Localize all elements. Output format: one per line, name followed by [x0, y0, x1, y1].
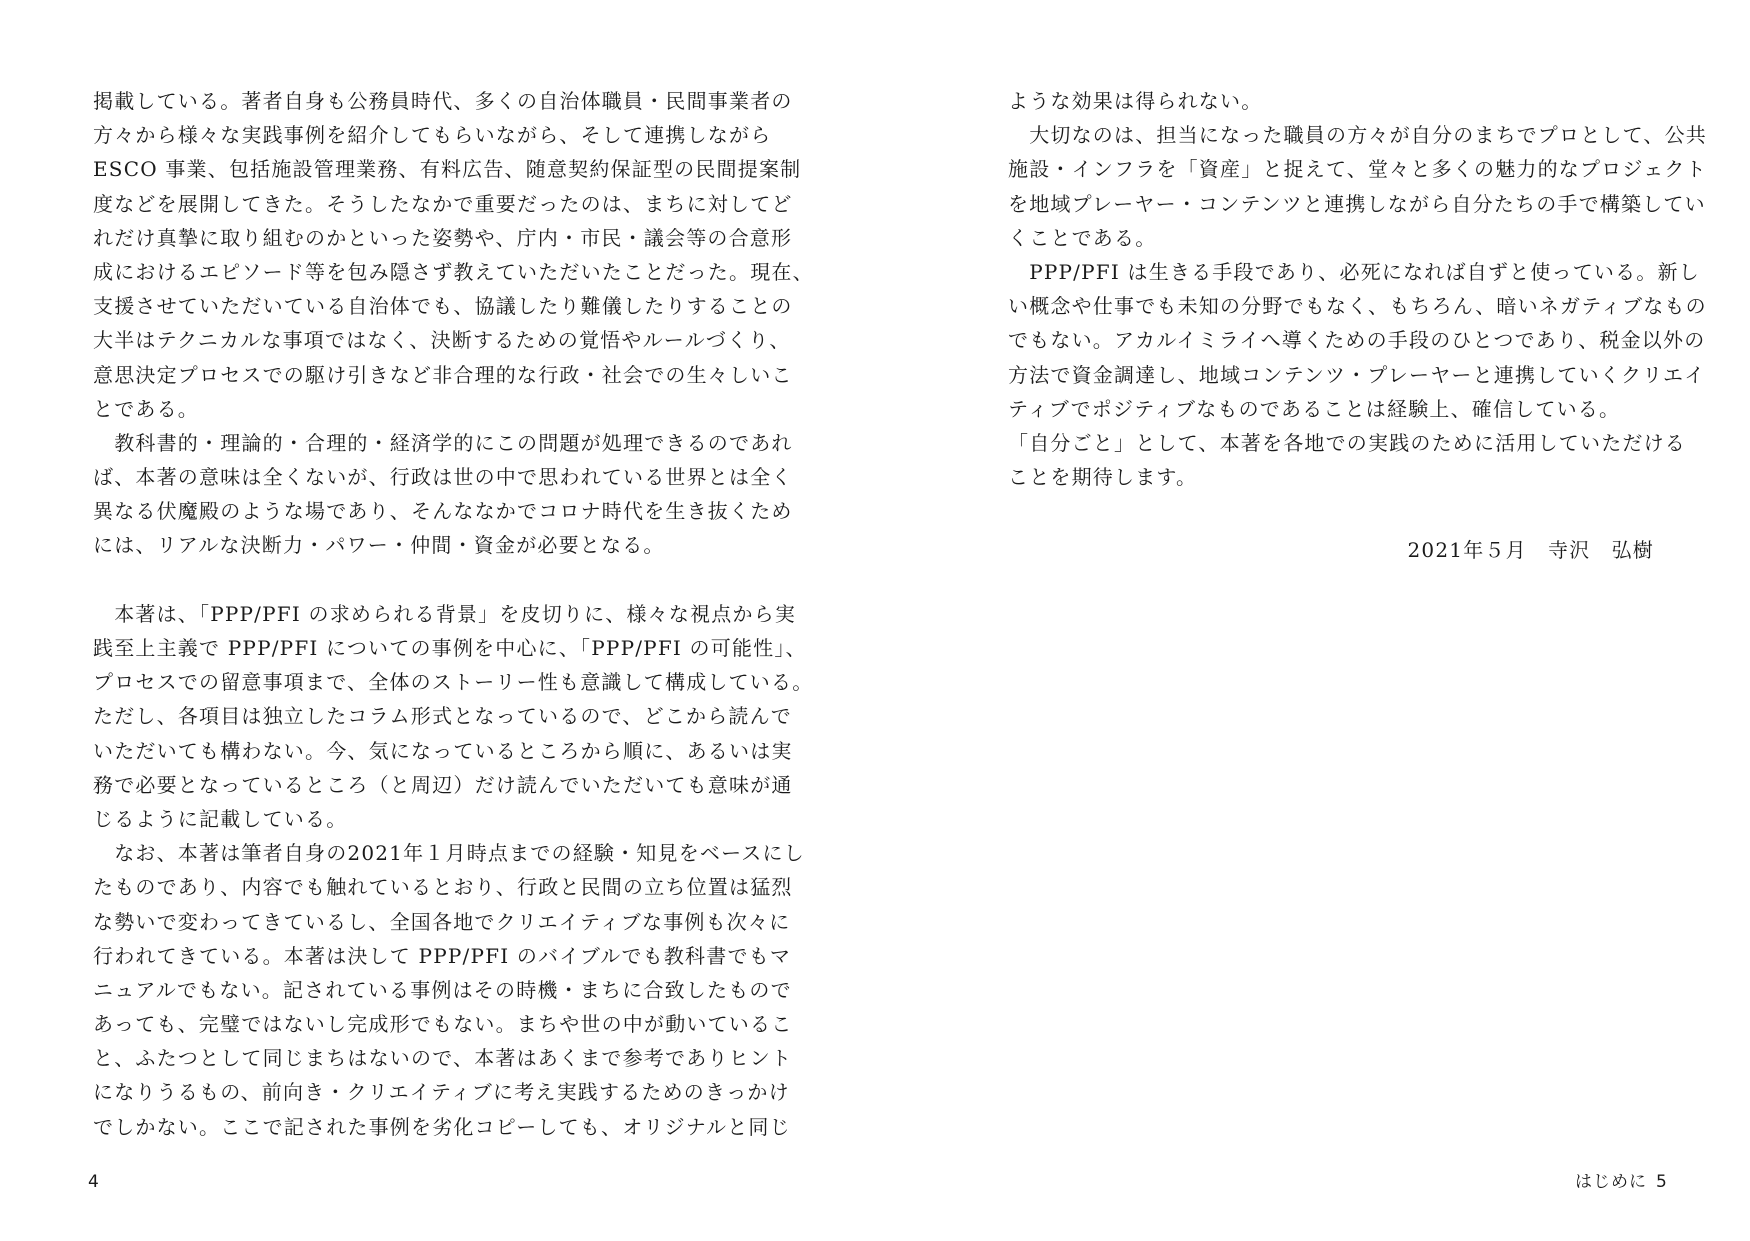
body-line: を地域プレーヤー・コンテンツと連携しながら自分たちの手で構築してい [1008, 191, 1706, 216]
body-line: 務で必要となっているところ（と周辺）だけ読んでいただいても意味が通 [93, 772, 793, 797]
body-line: じるように記載している。 [93, 806, 348, 831]
body-line: 行われてきている。本著は決して PPP/PFI のバイブルでも教科書でもマ [93, 943, 792, 968]
body-line: れだけ真摯に取り組むのかといった姿勢や、庁内・市民・議会等の合意形 [93, 225, 793, 250]
body-line: 本著は、「PPP/PFI の求められる背景」を皮切りに、様々な視点から実 [93, 601, 797, 626]
body-line: ニュアルでもない。記されている事例はその時機・まちに合致したもので [93, 977, 792, 1002]
body-line: あっても、完璧ではないし完成形でもない。まちや世の中が動いているこ [93, 1012, 793, 1037]
body-line: 施設・インフラを「資産」と捉えて、堂々と多くの魅力的なプロジェクト [1008, 157, 1707, 182]
body-line: でしかない。ここで記された事例を劣化コピーしても、オリジナルと同じ [93, 1114, 791, 1139]
author-signature: 2021年５月 寺沢 弘樹 [1407, 538, 1654, 562]
page-number-right: 5 [1656, 1172, 1667, 1192]
body-line: ただし、各項目は独立したコラム形式となっているので、どこから読んで [93, 704, 792, 729]
body-line: ような効果は得られない。 [1008, 89, 1263, 113]
body-line: 大半はテクニカルな事項ではなく、決断するための覚悟やルールづくり、 [93, 328, 791, 353]
body-line: とである。 [93, 396, 199, 421]
body-line: 方々から様々な実践事例を紹介してもらいながら、そして連携しながら [93, 123, 772, 148]
body-line: いただいても構わない。今、気になっているところから順に、あるいは実 [93, 738, 793, 763]
body-line: な勢いで変わってきているし、全国各地でクリエイティブな事例も次々に [93, 909, 791, 934]
paragraph-gap [93, 563, 763, 597]
body-line: 支援させていただいている自治体でも、協議したり難儀したりすることの [93, 294, 793, 319]
body-line: い概念や仕事でも未知の分野でもなく、もちろん、暗いネガティブなもの [1008, 294, 1707, 319]
body-line: 異なる伏魔殿のような場であり、そんななかでコロナ時代を生き抜くため [93, 499, 793, 524]
running-head: はじめに [1575, 1172, 1647, 1192]
body-line: 意思決定プロセスでの駆け引きなど非合理的な行政・社会での生々しいこ [93, 362, 793, 387]
body-line: になりうるもの、前向き・クリエイティブに考え実践するためのきっかけ [93, 1080, 790, 1105]
page-number-left: 4 [88, 1172, 99, 1192]
body-line: なお、本著は筆者自身の2021年１月時点までの経験・知見をベースにし [93, 841, 805, 866]
body-line: には、リアルな決断力・パワー・仲間・資金が必要となる。 [93, 533, 665, 558]
body-line: ば、本著の意味は全くないが、行政は世の中で思われている世界とは全く [93, 465, 793, 490]
body-line: 掲載している。著者自身も公務員時代、多くの自治体職員・民間事業者の [93, 89, 793, 113]
body-line: くことである。 [1008, 225, 1157, 250]
body-line: と、ふたつとして同じまちはないので、本著はあくまで参考でありヒント [93, 1046, 793, 1071]
body-line: ティブでポジティブなものであることは経験上、確信している。 [1008, 396, 1621, 421]
body-line: 教科書的・理論的・合理的・経済学的にこの問題が処理できるのであれ [93, 430, 793, 455]
body-line: ことを期待します。 [1008, 465, 1198, 490]
body-line: でもない。アカルイミライへ導くための手段のひとつであり、税金以外の [1008, 328, 1706, 353]
body-line: 践至上主義で PPP/PFI についての事例を中心に、「PPP/PFI の可能性」、 [93, 636, 807, 660]
left-page-body [93, 84, 814, 1144]
body-line: ESCO 事業、包括施設管理業務、有料広告、随意契約保証型の民間提案制 [93, 157, 802, 182]
body-line: 「自分ごと」として、本著を各地での実践のために活用していただける [1008, 430, 1686, 455]
body-line: PPP/PFI は生きる手段であり、必死になれば自ずと使っている。新し [1008, 259, 1700, 284]
body-line: たものであり、内容でも触れているとおり、行政と民間の立ち位置は猛烈 [93, 875, 793, 900]
body-line: プロセスでの留意事項まで、全体のストーリー性も意識して構成している。 [93, 670, 814, 695]
body-line: 方法で資金調達し、地域コンテンツ・プレーヤーと連携していくクリエイ [1008, 362, 1706, 387]
body-line: 成におけるエピソード等を包み隠さず教えていただいたことだった。現在、 [93, 259, 814, 284]
body-line: 度などを展開してきた。そうしたなかで重要だったのは、まちに対してど [93, 191, 793, 216]
body-line: 大切なのは、担当になった職員の方々が自分のまちでプロとして、公共 [1008, 123, 1707, 148]
right-page-body [1008, 84, 1707, 494]
